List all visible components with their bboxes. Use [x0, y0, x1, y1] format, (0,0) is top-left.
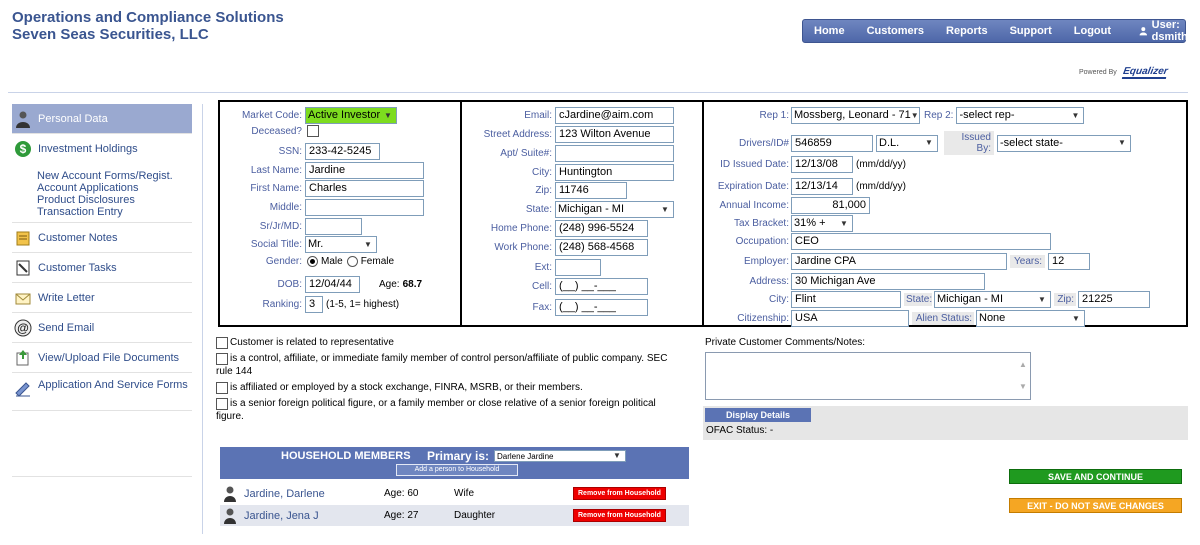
citizenship-field[interactable]: USA [791, 310, 909, 327]
sidebar-item-label: Customer Notes [38, 231, 118, 244]
middle-label: Middle: [269, 202, 302, 213]
household-title: HOUSEHOLD MEMBERS [281, 450, 411, 462]
user-label: User: dsmith [1151, 19, 1188, 43]
forms-icon [14, 379, 32, 397]
state-value: Michigan - MI [558, 203, 625, 215]
occupation-label: Occupation: [735, 236, 789, 247]
employer-zip-field[interactable]: 21225 [1078, 291, 1150, 308]
tax-label: Tax Bracket: [733, 218, 789, 229]
equalizer-logo: Equalizer [1121, 66, 1169, 77]
ext-label: Ext: [534, 262, 552, 273]
city-label: City: [532, 167, 552, 178]
exit-no-save-button[interactable]: EXIT - DO NOT SAVE CHANGES [1009, 498, 1182, 513]
city-field[interactable]: Huntington [555, 164, 674, 181]
member-name[interactable]: Jardine, Jena J [244, 509, 319, 522]
suffix-field[interactable] [305, 218, 362, 235]
sidebar-item-customer-notes[interactable] [12, 223, 192, 253]
chevron-down-icon: ▼ [1071, 110, 1080, 120]
years-label: Years: [1010, 255, 1045, 268]
check-exchange-row [216, 381, 696, 394]
top-nav [802, 19, 1186, 43]
primary-label: Primary is: [427, 449, 490, 463]
fax-field[interactable]: (__) __-___ [555, 299, 648, 316]
display-details-button[interactable]: Display Details [705, 408, 811, 422]
sidebar-item-label: Send Email [38, 321, 95, 334]
chevron-down-icon: ▼ [364, 239, 372, 249]
compliance-checks [216, 336, 696, 423]
id-type-select[interactable] [876, 135, 938, 152]
nav-reports[interactable]: Reports [946, 25, 988, 37]
gender-male-label: Male [321, 256, 343, 267]
comments-textarea[interactable] [705, 352, 1031, 400]
employer-state-label: State: [906, 294, 933, 305]
cell-field[interactable]: (__) __-___ [555, 278, 648, 295]
last-name-label: Last Name: [250, 165, 302, 176]
check-related-row [216, 336, 696, 349]
sidebar-item-label: Investment Holdings [38, 143, 138, 155]
gender-label: Gender: [265, 256, 302, 267]
sidebar-item-write-letter[interactable] [12, 283, 192, 313]
fax-label: Fax: [532, 302, 552, 313]
save-continue-button[interactable]: SAVE AND CONTINUE [1009, 469, 1182, 484]
chevron-down-icon: ▼ [910, 110, 919, 120]
primary-select[interactable] [494, 450, 626, 462]
ranking-label: Ranking: [262, 299, 302, 310]
control-label-cont: rule 144 [216, 366, 253, 377]
user-icon [1139, 24, 1148, 38]
employer-city-label: City: [769, 294, 789, 305]
zip-field[interactable]: 11746 [555, 182, 627, 199]
rep2-label: Rep 2: [924, 110, 954, 121]
employment-info-panel [702, 100, 1188, 327]
email-icon [14, 319, 32, 337]
tasks-icon [14, 259, 32, 277]
occupation-field[interactable]: CEO [791, 233, 1051, 250]
ofac-status: OFAC Status: - [706, 425, 774, 436]
sidebar-item-upload-documents[interactable] [12, 343, 192, 373]
alien-value: None [979, 312, 1006, 324]
member-age: Age: 60 [384, 488, 419, 499]
household-header [220, 447, 689, 479]
sidebar-sub-transaction[interactable]: Transaction Entry [37, 206, 123, 218]
work-phone-label: Work Phone: [494, 242, 552, 253]
id-type-value: D.L. [879, 136, 900, 149]
state-select[interactable] [555, 201, 674, 218]
gender-male-radio[interactable] [307, 256, 318, 267]
nav-customers[interactable]: Customers [866, 25, 925, 37]
nav-logout[interactable]: Logout [1073, 25, 1112, 37]
work-phone-field[interactable]: (248) 568-4568 [555, 239, 648, 256]
primary-value: Darlene Jardine [497, 451, 554, 461]
add-household-button[interactable]: Add a person to Household [396, 464, 518, 476]
political-checkbox[interactable] [216, 398, 228, 410]
gender-female-radio[interactable] [347, 256, 358, 267]
address-field[interactable]: 30 Michigan Ave [791, 273, 985, 290]
street-field[interactable]: 123 Wilton Avenue [555, 126, 674, 143]
notes-icon [14, 229, 32, 247]
contact-info-panel [460, 100, 704, 327]
ranking-hint: (1-5, 1= highest) [326, 299, 400, 310]
home-phone-label: Home Phone: [490, 223, 552, 234]
letter-icon [14, 289, 32, 307]
sidebar-item-label: View/Upload File Documents [38, 351, 180, 364]
rep1-value: Mossberg, Leonard - 71 [794, 109, 911, 121]
exchange-checkbox[interactable] [216, 382, 228, 394]
drivers-field[interactable]: 546859 [791, 135, 873, 152]
household-row [220, 505, 689, 526]
rep2-select[interactable] [956, 107, 1084, 124]
chevron-down-icon: ▼ [1038, 294, 1046, 304]
zip-label: Zip: [535, 185, 552, 196]
sidebar-subitems [12, 164, 192, 223]
state-label: State: [525, 204, 552, 215]
social-title-value: Mr. [308, 238, 324, 250]
remove-household-button[interactable]: Remove from Household [573, 509, 666, 522]
id-issued-label: ID Issued Date: [720, 159, 789, 170]
exchange-label: is affiliated or employed by a stock exchange, FINRA, MSRB, or their members. [230, 382, 583, 393]
employer-city-field[interactable]: Flint [791, 291, 901, 308]
citizenship-label: Citizenship: [737, 313, 789, 324]
market-code-select[interactable] [305, 107, 397, 124]
related-label: Customer is related to representative [230, 337, 394, 348]
nav-home[interactable]: Home [814, 25, 845, 37]
company-line1: Operations and Compliance Solutions [12, 9, 284, 26]
tax-value: 31% + [794, 217, 826, 229]
id-issued-field[interactable]: 12/13/08 [791, 156, 853, 173]
first-name-field[interactable]: Charles [305, 180, 424, 197]
gender-female-label: Female [360, 256, 395, 267]
control-label: is a control, affiliate, or immediate family member of control person/affiliate of public company. SEC [230, 353, 668, 364]
check-political-row [216, 397, 696, 423]
svg-text:$: $ [19, 142, 27, 156]
control-checkbox[interactable] [216, 353, 228, 365]
sidebar-item-send-email[interactable] [12, 313, 192, 343]
comments-label: Private Customer Comments/Notes: [705, 337, 866, 348]
street-label: Street Address: [483, 129, 552, 140]
suffix-label: Sr/Jr/MD: [259, 221, 302, 232]
sidebar-item-customer-tasks[interactable] [12, 253, 192, 283]
dob-field[interactable]: 12/04/44 [305, 276, 360, 293]
rep1-label: Rep 1: [759, 110, 789, 121]
social-title-label: Social Title: [250, 239, 302, 250]
sidebar-sub-new-account[interactable]: New Account Forms/Regist. [37, 170, 173, 182]
person-icon [222, 485, 238, 502]
svg-text:@: @ [17, 320, 29, 335]
employer-field[interactable]: Jardine CPA [791, 253, 1007, 270]
upload-icon [14, 349, 32, 367]
apt-label: Apt/ Suite#: [500, 148, 552, 159]
market-code-label: Market Code: [241, 110, 302, 121]
dob-label: DOB: [277, 279, 302, 290]
company-name [12, 9, 284, 43]
ssn-label: SSN: [278, 146, 302, 157]
chevron-down-icon: ▼ [613, 451, 621, 460]
rep1-select[interactable] [791, 107, 920, 124]
sidebar-sub-disclosures[interactable]: Product Disclosures [37, 194, 135, 206]
expiration-label: Expiration Date: [717, 181, 789, 192]
company-line2: Seven Seas Securities, LLC [12, 26, 209, 43]
email-label: Email: [524, 110, 552, 121]
middle-field[interactable] [305, 199, 424, 216]
age-label: Age: [379, 279, 400, 290]
chevron-down-icon: ▼ [661, 204, 669, 214]
expiration-field[interactable]: 12/13/14 [791, 178, 853, 195]
personal-info-panel [218, 100, 462, 327]
sidebar-item-investment-holdings[interactable] [12, 134, 192, 164]
employer-label: Employer: [743, 256, 789, 267]
sidebar-item-personal-data[interactable] [12, 104, 192, 134]
apt-field[interactable] [555, 145, 674, 162]
deceased-checkbox[interactable] [307, 125, 319, 137]
chevron-down-icon: ▼ [840, 218, 848, 228]
issued-by-label: Issued By: [944, 131, 994, 155]
employer-zip-label: Zip: [1054, 293, 1076, 306]
issued-by-select[interactable] [997, 135, 1131, 152]
sidebar-divider [202, 104, 203, 534]
tax-select[interactable] [791, 215, 853, 232]
sidebar-sub-applications[interactable]: Account Applications [37, 182, 139, 194]
ofac-panel [703, 406, 1188, 440]
chevron-down-icon: ▼ [1118, 138, 1126, 147]
nav-support[interactable]: Support [1009, 25, 1052, 37]
rep2-value: -select rep- [959, 109, 1015, 121]
sidebar-item-label: Write Letter [38, 291, 95, 304]
market-code-value: Active Investor [308, 109, 381, 121]
age-value: 68.7 [402, 279, 423, 290]
member-relation: Daughter [454, 510, 496, 521]
drivers-label: Drivers/ID# [738, 137, 789, 149]
powered-by-label: Powered By [1079, 69, 1117, 76]
address-label: Address: [749, 276, 789, 287]
header-divider [8, 92, 1188, 93]
member-relation: Wife [454, 488, 474, 499]
alien-select[interactable] [976, 310, 1085, 327]
employer-state-select[interactable] [934, 291, 1051, 308]
person-icon [14, 110, 32, 128]
person-icon [222, 507, 238, 524]
deceased-label: Deceased? [251, 125, 302, 137]
remove-household-button[interactable]: Remove from Household [573, 487, 666, 500]
chevron-down-icon: ▼ [384, 110, 392, 120]
email-field[interactable]: cJardine@aim.com [555, 107, 674, 124]
last-name-field[interactable]: Jardine [305, 162, 424, 179]
sidebar [12, 104, 192, 477]
household-row [220, 483, 689, 504]
sidebar-item-label: Customer Tasks [38, 261, 117, 274]
ranking-field[interactable]: 3 [305, 296, 323, 313]
issued-by-value: -select state- [1000, 136, 1063, 149]
related-checkbox[interactable] [216, 337, 228, 349]
scrollbar[interactable]: ▲ ▼ [1019, 360, 1027, 391]
years-field[interactable]: 12 [1048, 253, 1090, 270]
date-hint: (mm/dd/yy) [856, 159, 906, 170]
sidebar-item-label: Application And Service Forms [38, 379, 188, 391]
date-hint: (mm/dd/yy) [856, 181, 906, 192]
alien-label: Alien Status: [912, 312, 974, 325]
ext-field[interactable] [555, 259, 601, 276]
first-name-label: First Name: [250, 183, 302, 194]
ssn-field[interactable]: 233-42-5245 [305, 143, 380, 160]
chevron-down-icon: ▼ [925, 138, 933, 147]
member-name[interactable]: Jardine, Darlene [244, 487, 325, 500]
political-label: is a senior foreign political figure, or a family member or close relative of a senior foreign political [230, 398, 656, 409]
income-field[interactable]: 81,000 [791, 197, 870, 214]
member-age: Age: 27 [384, 510, 419, 521]
check-control-row [216, 352, 696, 378]
cell-label: Cell: [531, 281, 552, 292]
political-label-cont: figure. [216, 411, 244, 422]
sidebar-item-label: Personal Data [38, 112, 108, 125]
social-title-select[interactable] [305, 236, 377, 253]
user-menu[interactable] [1128, 19, 1200, 43]
sidebar-spacer [12, 411, 192, 477]
sidebar-item-application-forms[interactable] [12, 373, 192, 411]
home-phone-field[interactable]: (248) 996-5524 [555, 220, 648, 237]
income-label: Annual Income: [719, 200, 789, 211]
powered-by [1079, 66, 1167, 79]
chevron-down-icon: ▼ [1072, 313, 1080, 323]
dollar-icon [14, 140, 32, 158]
employer-state-value: Michigan - MI [937, 293, 1004, 305]
